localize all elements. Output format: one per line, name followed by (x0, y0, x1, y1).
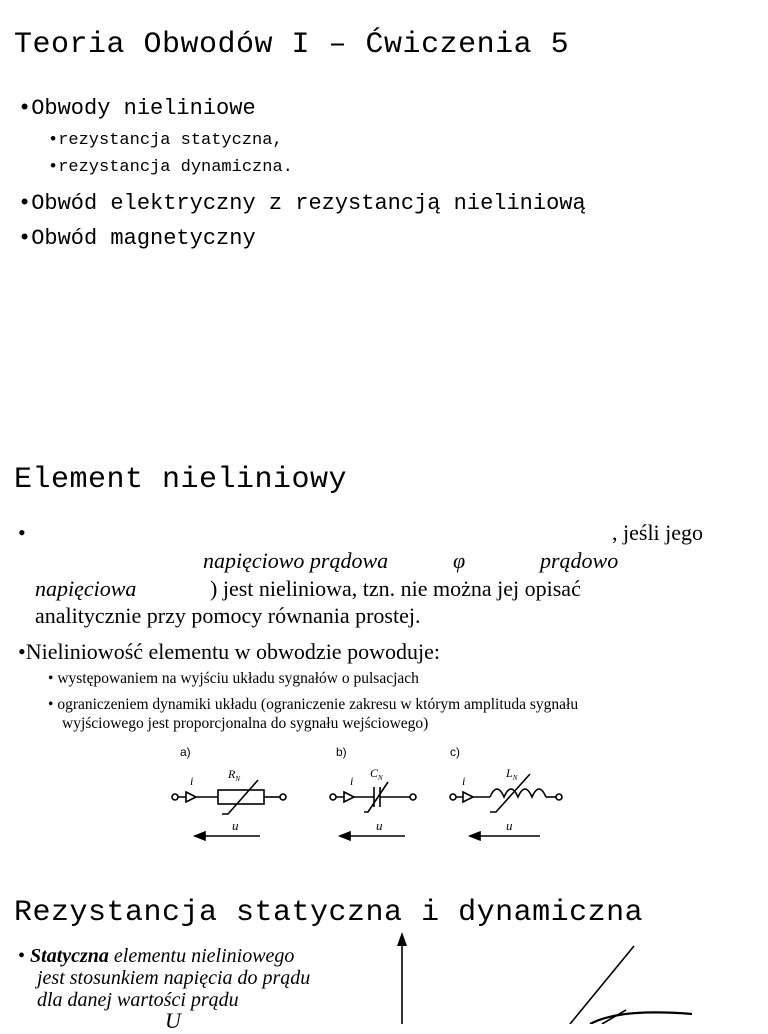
bold-term: Statyczna (30, 945, 109, 967)
slide1-title: Teoria Obwodów I – Ćwiczenia 5 (14, 28, 570, 62)
characteristic-graph-fragment (380, 928, 710, 1024)
bullet-text: Obwody nieliniowe (31, 96, 256, 121)
slide1-bullet-1 (18, 96, 256, 121)
bullet-text: Obwód elektryczny z rezystancją nieliniową (31, 191, 586, 216)
bullet-mark: • (18, 226, 32, 251)
slide1-bullet-3 (18, 226, 256, 251)
nonlinear-elements-figure (160, 742, 580, 852)
bullet-text: Obwód magnetyczny (31, 226, 256, 251)
nonlinear-capacitor-symbol (330, 782, 416, 840)
slide2-subbullet-2-cont: wyjściowego jest proporcjonalna do sygnału wejściowego) (62, 715, 429, 732)
current-label-b: i (350, 774, 354, 788)
bullet-mark: • (18, 191, 32, 216)
bullet-text: rezystancja statyczna, (58, 131, 283, 150)
slide1-subbullet-2 (48, 158, 293, 177)
voltage-label-c: u (506, 818, 513, 833)
bullet-mark: • (48, 131, 59, 150)
figure-label-c: c) (450, 745, 460, 759)
voltage-label-b: u (376, 818, 383, 833)
paragraph-line3: ) jest nieliniowa, tzn. nie można jej opisać (210, 576, 581, 601)
slide3-bullet-line1 (18, 945, 294, 968)
slide2-subbullet-1 (48, 670, 419, 688)
voltage-label-a: u (232, 818, 239, 833)
capacitor-label: $C_N$ (370, 766, 383, 782)
bullet-mark: • (48, 158, 59, 177)
bullet-mark: • (48, 670, 54, 687)
slide3-line2: jest stosunkiem napięcia do prądu (37, 967, 311, 989)
tangent-line (570, 946, 634, 1024)
bullet-mark: • (18, 639, 26, 664)
paragraph-phi: φ (453, 548, 466, 573)
slide1-subbullet-1 (48, 131, 283, 150)
paragraph-line4: analitycznie przy pomocy równania prostej. (35, 603, 421, 628)
resistor-label: $R_N$ (228, 767, 241, 783)
bullet-text: elementu nieliniowego (108, 945, 295, 967)
paragraph-term-voltage-current: napięciowo prądowa (203, 548, 389, 573)
slide3-line3: dla danej wartości prądu (37, 989, 239, 1011)
slide2-bullet-mark-1: • (18, 520, 26, 545)
paragraph-term-current: prądowo (540, 548, 619, 573)
slide2-title: Element nieliniowy (14, 463, 348, 497)
inductor-label: $L_N$ (506, 766, 518, 782)
axis-arrow-icon (397, 932, 407, 946)
figure-label-a: a) (180, 745, 191, 759)
bullet-text: ograniczeniem dynamiki układu (ograniczenie zakresu w którym amplituda sygnału (57, 696, 579, 713)
slide2-bullet-2 (18, 639, 440, 665)
current-label-a: i (190, 774, 194, 788)
bullet-text: rezystancja dynamiczna. (58, 158, 293, 177)
slide1-bullet-2 (18, 191, 586, 216)
slide2-subbullet-2 (48, 696, 578, 714)
bullet-mark: • (18, 96, 32, 121)
paragraph-line1-end: , jeśli jego (612, 520, 704, 545)
formula-fragment: U (165, 1008, 181, 1033)
current-label-c: i (462, 774, 466, 788)
slide3-title: Rezystancja statyczna i dynamiczna (14, 896, 644, 930)
bullet-mark: • (48, 696, 54, 713)
paragraph-term-voltage: napięciowa (35, 576, 137, 601)
bullet-mark: • (18, 945, 26, 967)
figure-label-b: b) (336, 745, 347, 759)
bullet-text: występowaniem na wyjściu układu sygnałów o pulsacjach (57, 670, 419, 687)
nonlinear-resistor-symbol (172, 780, 286, 840)
bullet-text: Nieliniowość elementu w obwodzie powoduje: (25, 639, 440, 664)
